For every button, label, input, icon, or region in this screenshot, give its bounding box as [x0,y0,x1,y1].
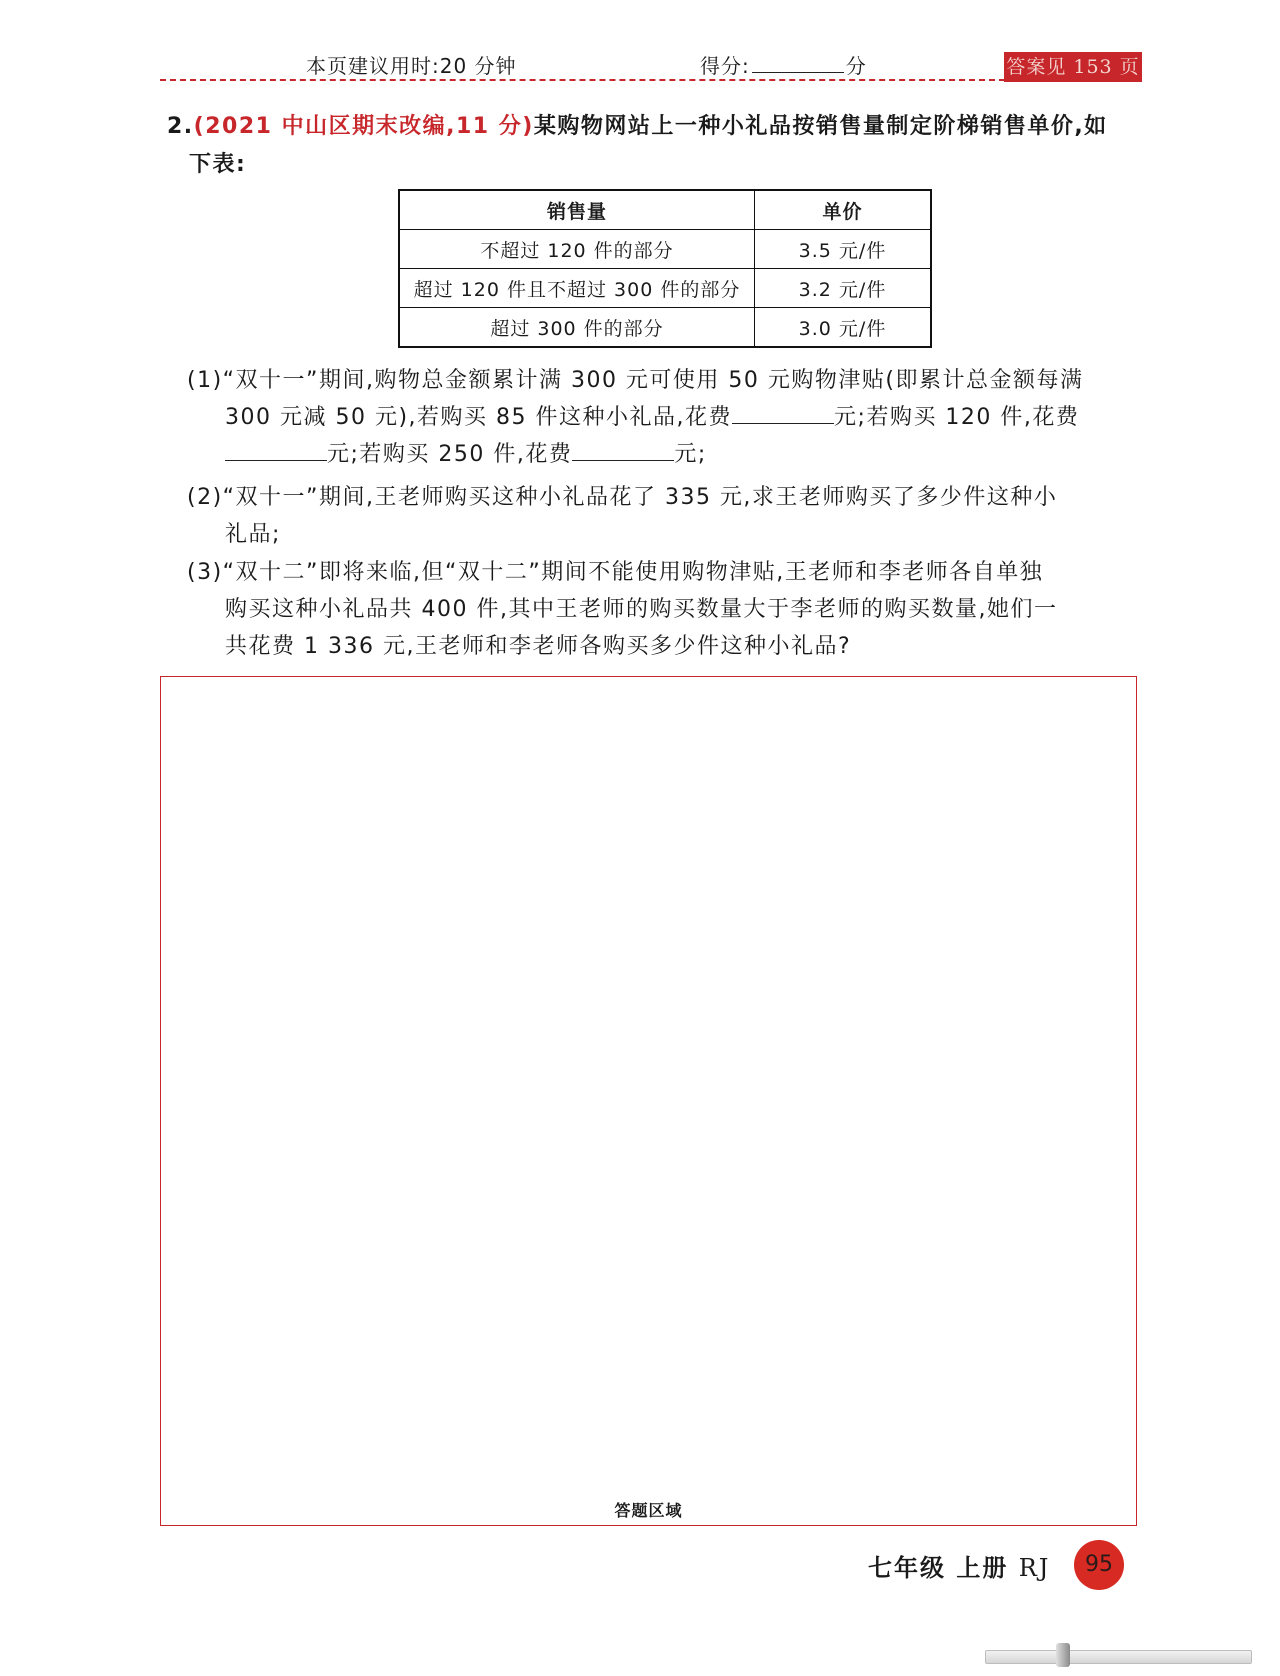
answer-blank-250[interactable] [572,440,674,461]
table-header-row [399,190,931,230]
table-row [399,230,931,269]
table-cell: 超过 120 件且不超过 300 件的部分 [399,269,755,308]
question-stem-line1: 某购物网站上一种小礼品按销售量制定阶梯销售单价,如 [533,114,1108,139]
part-2-line1: (2)“双十一”期间,王老师购买这种小礼品花了 335 元,求王老师购买了多少件这种小 [187,485,1058,510]
table-row [399,269,931,308]
question-number: 2. [167,114,194,139]
table-row [399,308,931,348]
part-3-line2: 购买这种小礼品共 400 件,其中王老师的购买数量大于李老师的购买数量,她们一 [225,597,1058,622]
answer-blank-120[interactable] [225,440,327,461]
time-hint: 本页建议用时:20 分钟 [306,54,517,78]
page-number-badge: 95 [1074,1540,1124,1590]
part-1-text: 元;若购买 250 件,花费 [327,442,573,467]
question-stem [167,108,1147,184]
part-1-text: 元; [674,442,707,467]
table-cell: 不超过 120 件的部分 [399,230,755,269]
part-3 [187,554,1147,665]
part-1-line2 [187,399,1147,436]
part-1 [187,362,1147,473]
part-3-line3: 共花费 1 336 元,王老师和李老师各购买多少件这种小礼品? [225,634,852,659]
answer-reference-tag: 答案见 153 页 [1004,52,1142,82]
edition-label: RJ [1018,1554,1051,1582]
score-field [700,50,867,79]
price-table [398,189,932,348]
question-stem-line2: 下表: [189,152,247,177]
grade-label: 七年级 上册 [868,1554,1009,1582]
table-cell: 3.5 元/件 [755,230,932,269]
part-3-line1: (3)“双十二”即将来临,但“双十二”期间不能使用购物津贴,王老师和李老师各自单独 [187,560,1044,585]
table-cell: 超过 300 件的部分 [399,308,755,348]
part-2-line2: 礼品; [225,522,281,547]
scroll-track[interactable] [985,1650,1252,1664]
table-header-price: 单价 [755,190,932,230]
part-1-text: 元;若购买 120 件,花费 [834,405,1080,430]
page-header [160,44,1145,84]
table-header-quantity: 销售量 [399,190,755,230]
table-cell: 3.0 元/件 [755,308,932,348]
answer-area[interactable] [160,676,1137,1526]
answer-area-label: 答题区域 [614,1501,683,1520]
footer-grade [868,1548,1050,1583]
scroll-handle[interactable] [1056,1643,1070,1667]
part-1-line1: (1)“双十一”期间,购物总金额累计满 300 元可使用 50 元购物津贴(即累计总金额每满 [187,368,1084,393]
table-cell: 3.2 元/件 [755,269,932,308]
part-2 [187,479,1147,553]
part-1-line3 [187,436,1147,473]
header-divider [160,79,1005,81]
answer-blank-85[interactable] [732,403,834,424]
score-unit: 分 [845,54,867,78]
score-blank[interactable] [752,54,844,73]
question-source: (2021 中山区期末改编,11 分) [193,114,534,139]
score-label: 得分: [700,54,750,78]
part-1-text: 300 元减 50 元),若购买 85 件这种小礼品,花费 [225,405,733,430]
